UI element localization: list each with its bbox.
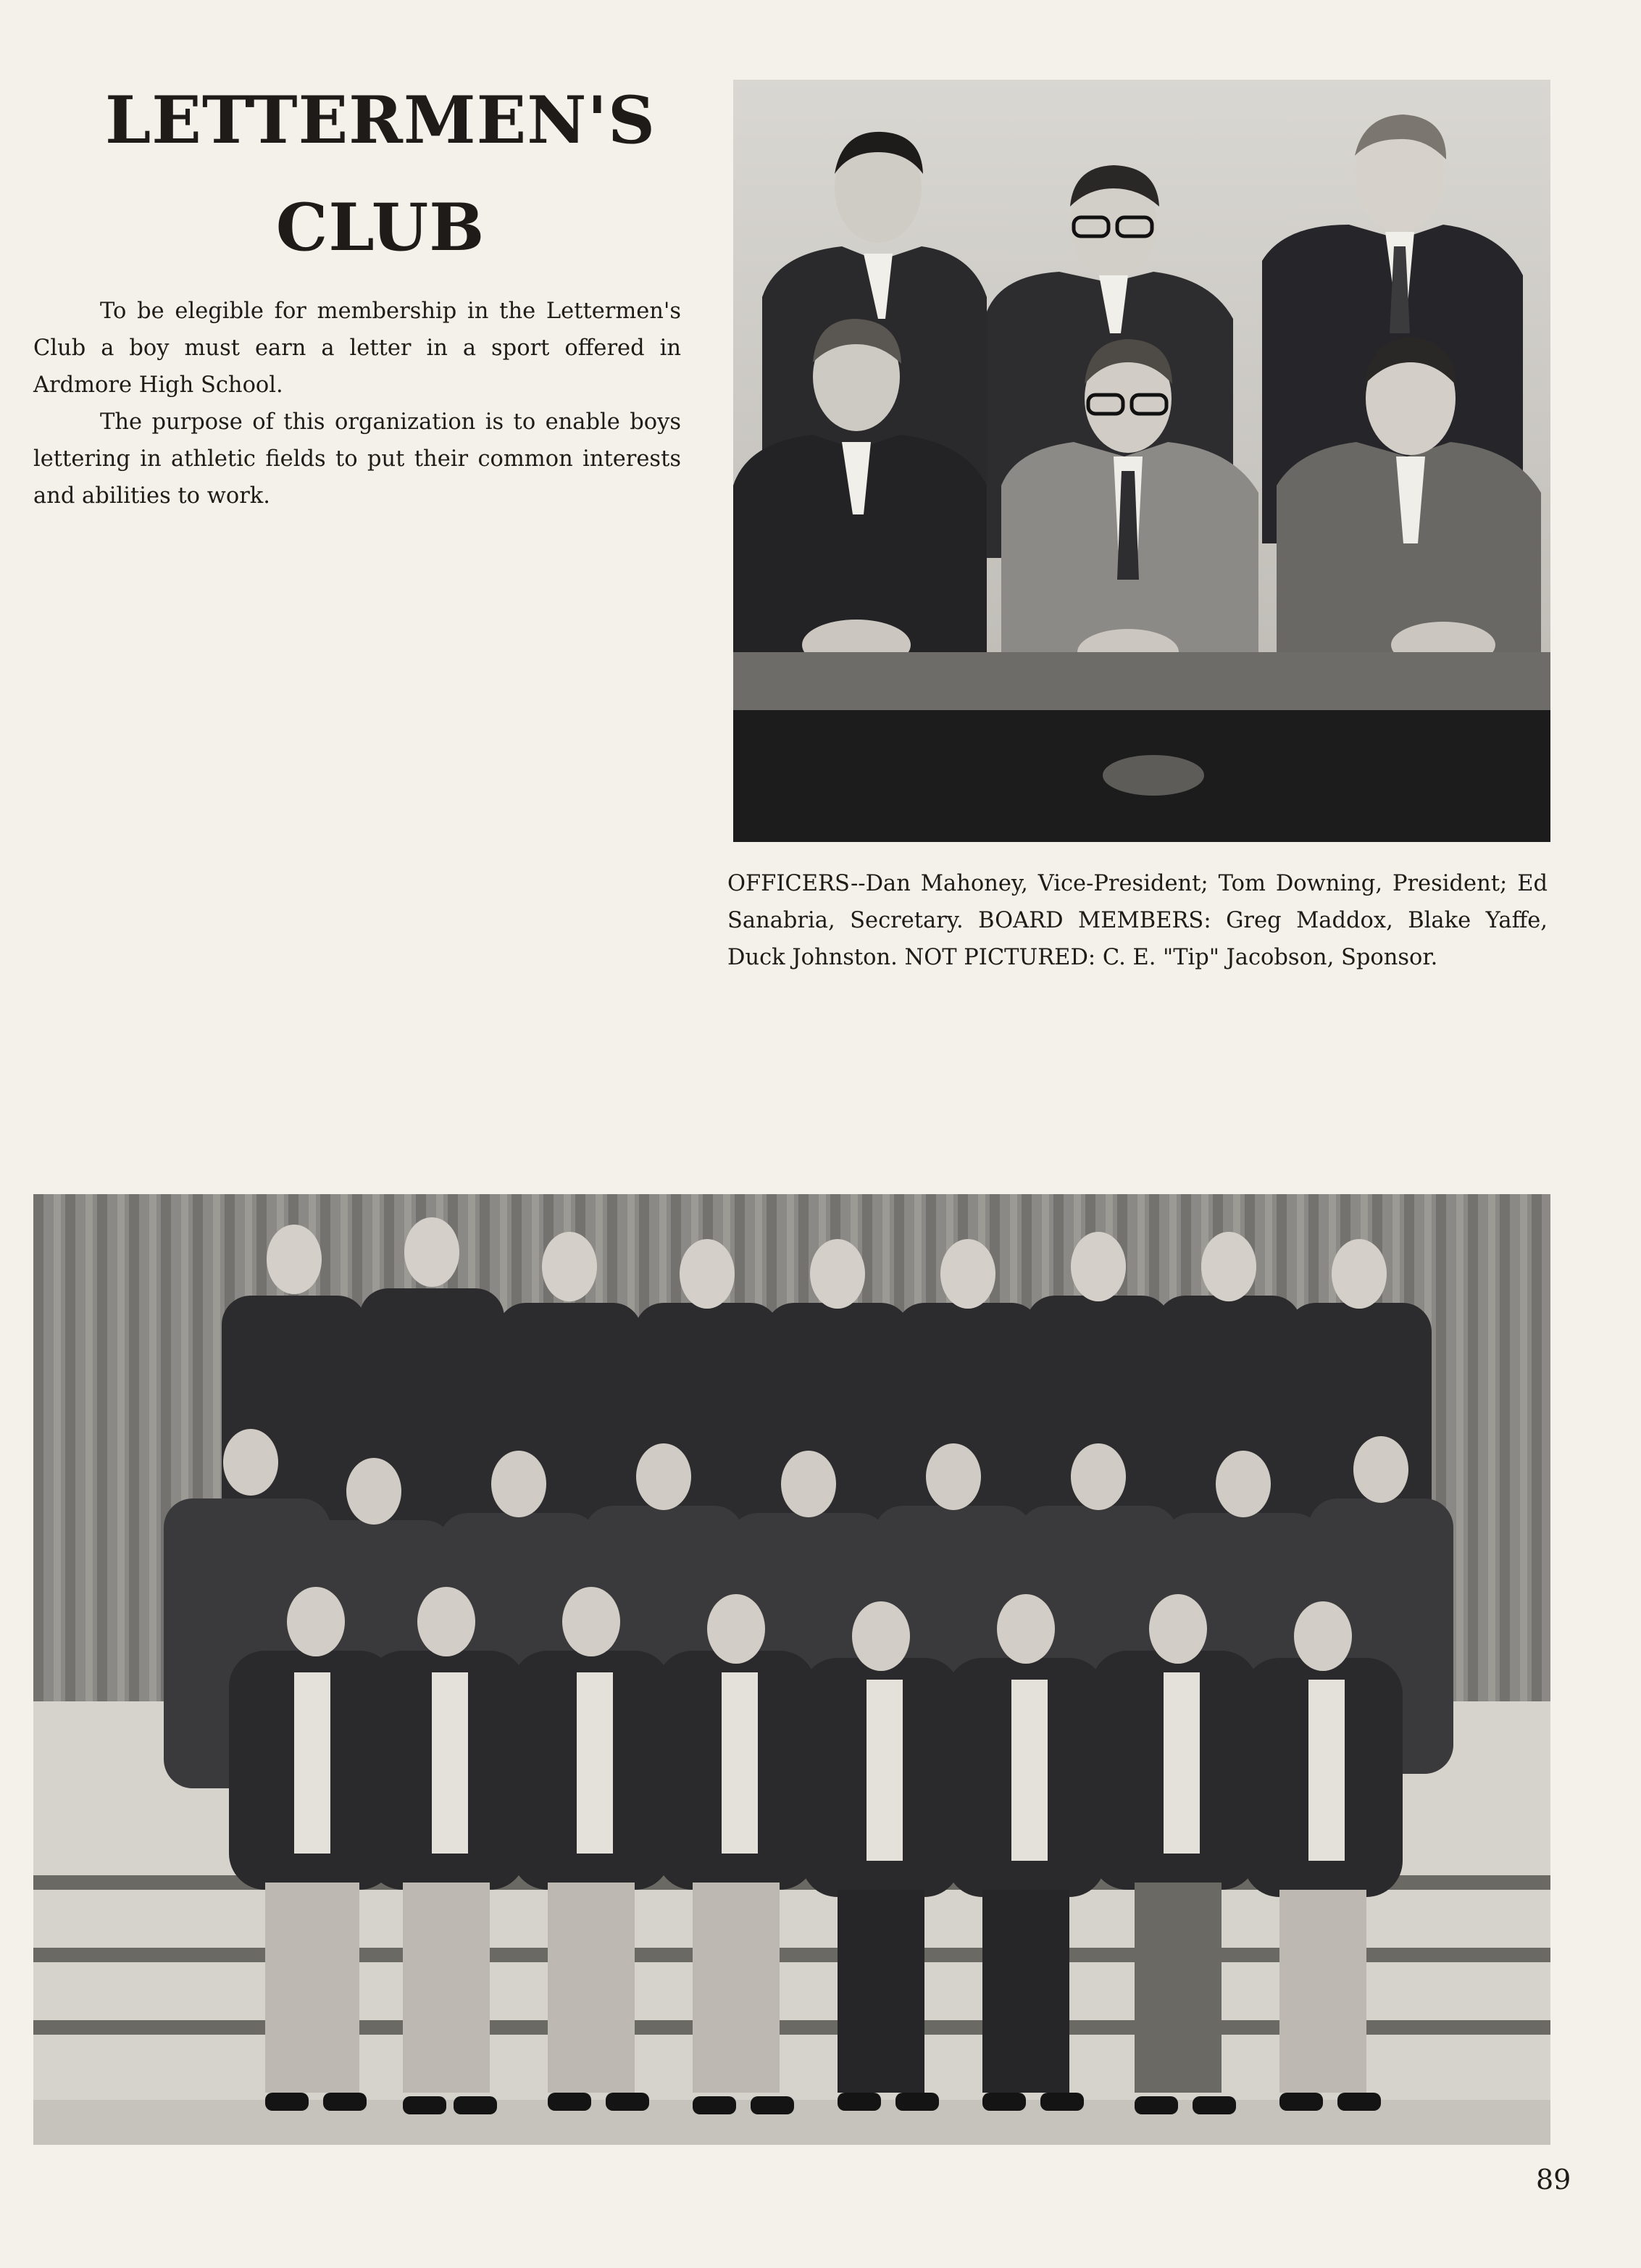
page-title-line-2: CLUB [275,189,485,266]
page-title [29,67,732,281]
officers-photo-image [733,80,1550,842]
intro-paragraph-2: The purpose of this organization is to enable boys lettering in athletic fields to put their common interests and abilities to work. [33,409,681,509]
officers-photo [733,80,1550,842]
intro-paragraph-1: To be elegible for membership in the Lettermen's Club a boy must earn a letter in a sport offered in Ardmore High School. [33,299,681,398]
page-number: 89 [1536,2164,1571,2196]
officers-caption: OFFICERS--Dan Mahoney, Vice-President; Tom Downing, President; Ed Sanabria, Secretary. BOARD MEMBERS: Greg Maddox, Blake Yaffe, Duck Johnston. NOT PICTURED: C. E. "Tip" Jacobson, Sponsor. [727,871,1548,970]
page-title-line-1: LETTERMEN'S [104,82,656,159]
intro-text [33,293,681,514]
group-photo-image [33,1194,1550,2145]
group-photo [33,1194,1550,2145]
